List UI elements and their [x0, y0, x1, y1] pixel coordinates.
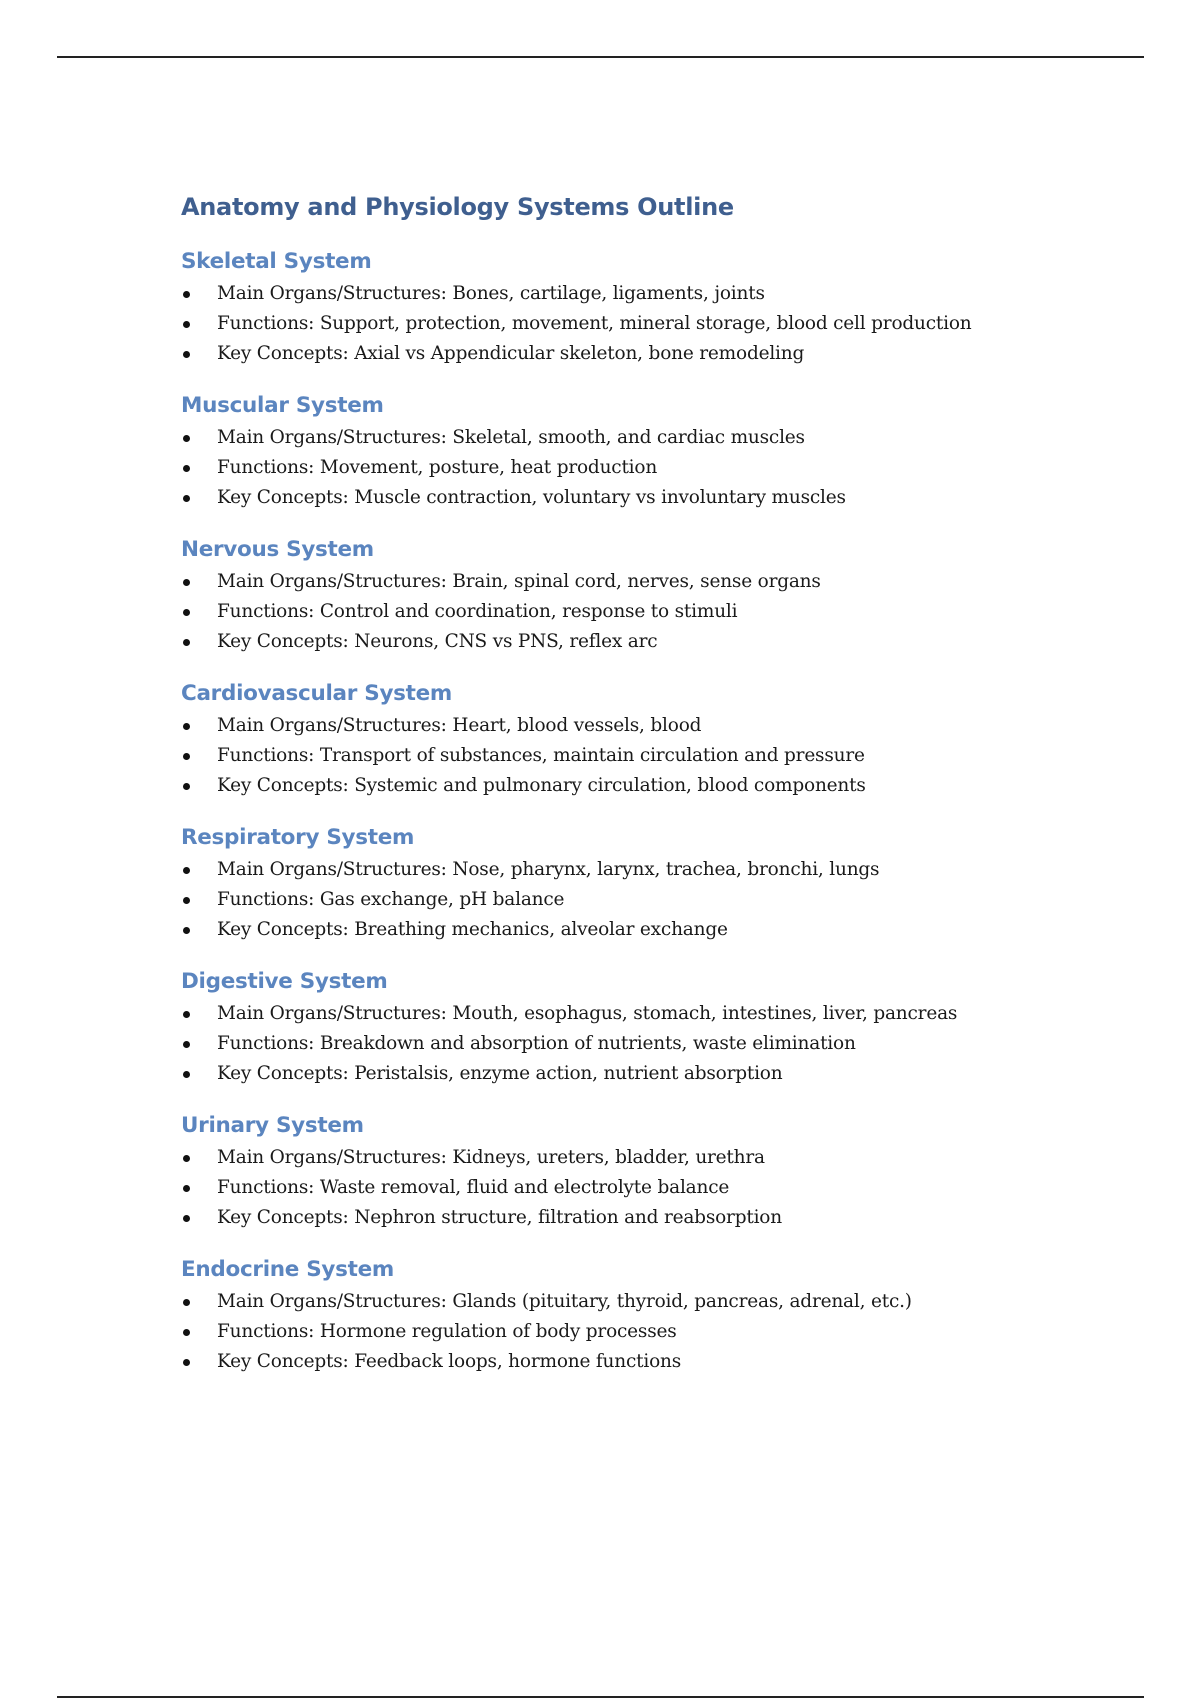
list-item-text: Key Concepts: Peristalsis, enzyme action, nutrient absorption	[217, 1063, 783, 1084]
bullet-icon	[183, 897, 190, 904]
list-item	[181, 999, 1081, 1029]
bullet-icon	[183, 1359, 190, 1366]
bullet-icon	[183, 1215, 190, 1222]
section-heading: Nervous System	[181, 537, 374, 562]
bullet-icon	[183, 465, 190, 472]
list-item	[181, 1287, 1081, 1317]
list-item	[181, 279, 1081, 309]
bullet-icon	[183, 609, 190, 616]
section-endocrine	[181, 1255, 1081, 1377]
bullet-icon	[183, 1299, 190, 1306]
list-item-text: Functions: Movement, posture, heat production	[217, 457, 658, 478]
section-cardiovascular	[181, 679, 1081, 801]
list-item-text: Main Organs/Structures: Bones, cartilage, ligaments, joints	[217, 283, 765, 304]
list-item-text: Key Concepts: Breathing mechanics, alveolar exchange	[217, 919, 728, 940]
list-item-text: Functions: Support, protection, movement, mineral storage, blood cell production	[217, 313, 972, 334]
document-title: Anatomy and Physiology Systems Outline	[181, 193, 734, 221]
bullet-icon	[183, 351, 190, 358]
bullet-list	[181, 279, 1081, 369]
list-item	[181, 741, 1081, 771]
list-item	[181, 1317, 1081, 1347]
list-item	[181, 1203, 1081, 1233]
list-item-text: Main Organs/Structures: Brain, spinal cord, nerves, sense organs	[217, 571, 821, 592]
list-item	[181, 1059, 1081, 1089]
bullet-list	[181, 711, 1081, 801]
section-heading: Urinary System	[181, 1113, 364, 1138]
section-skeletal	[181, 247, 1081, 369]
bullet-list	[181, 999, 1081, 1089]
list-item-text: Key Concepts: Nephron structure, filtration and reabsorption	[217, 1207, 782, 1228]
list-item-text: Functions: Waste removal, fluid and electrolyte balance	[217, 1177, 730, 1198]
list-item-text: Main Organs/Structures: Skeletal, smooth, and cardiac muscles	[217, 427, 805, 448]
bullet-icon	[183, 1041, 190, 1048]
section-respiratory	[181, 823, 1081, 945]
bullet-list	[181, 855, 1081, 945]
list-item-text: Key Concepts: Neurons, CNS vs PNS, reflex arc	[217, 631, 658, 652]
bullet-list	[181, 1143, 1081, 1233]
list-item-text: Key Concepts: Feedback loops, hormone functions	[217, 1351, 682, 1372]
list-item-text: Main Organs/Structures: Nose, pharynx, larynx, trachea, bronchi, lungs	[217, 859, 880, 880]
bullet-icon	[183, 435, 190, 442]
list-item	[181, 1029, 1081, 1059]
list-item	[181, 1173, 1081, 1203]
section-digestive	[181, 967, 1081, 1089]
bullet-icon	[183, 1185, 190, 1192]
list-item	[181, 567, 1081, 597]
bullet-icon	[183, 783, 190, 790]
list-item-text: Key Concepts: Axial vs Appendicular skeleton, bone remodeling	[217, 343, 805, 364]
bullet-icon	[183, 1329, 190, 1336]
list-item-text: Functions: Control and coordination, response to stimuli	[217, 601, 738, 622]
list-item-text: Key Concepts: Systemic and pulmonary circulation, blood components	[217, 775, 866, 796]
list-item-text: Functions: Hormone regulation of body processes	[217, 1321, 677, 1342]
bullet-list	[181, 567, 1081, 657]
bullet-icon	[183, 1011, 190, 1018]
section-heading: Muscular System	[181, 393, 384, 418]
bullet-icon	[183, 321, 190, 328]
section-muscular	[181, 391, 1081, 513]
bullet-icon	[183, 639, 190, 646]
list-item	[181, 711, 1081, 741]
list-item-text: Key Concepts: Muscle contraction, voluntary vs involuntary muscles	[217, 487, 846, 508]
list-item	[181, 627, 1081, 657]
list-item-text: Functions: Transport of substances, maintain circulation and pressure	[217, 745, 865, 766]
bullet-icon	[183, 291, 190, 298]
list-item	[181, 1347, 1081, 1377]
list-item	[181, 855, 1081, 885]
list-item	[181, 483, 1081, 513]
list-item	[181, 1143, 1081, 1173]
section-nervous	[181, 535, 1081, 657]
list-item	[181, 339, 1081, 369]
section-heading: Skeletal System	[181, 249, 372, 274]
list-item	[181, 453, 1081, 483]
bullet-list	[181, 423, 1081, 513]
list-item-text: Main Organs/Structures: Mouth, esophagus, stomach, intestines, liver, pancreas	[217, 1003, 958, 1024]
footer-rule	[57, 1696, 1144, 1698]
list-item	[181, 771, 1081, 801]
section-heading: Respiratory System	[181, 825, 415, 850]
bullet-icon	[183, 867, 190, 874]
bullet-icon	[183, 495, 190, 502]
list-item-text: Functions: Gas exchange, pH balance	[217, 889, 565, 910]
list-item	[181, 885, 1081, 915]
bullet-icon	[183, 1071, 190, 1078]
section-urinary	[181, 1111, 1081, 1233]
list-item	[181, 309, 1081, 339]
list-item-text: Main Organs/Structures: Heart, blood vessels, blood	[217, 715, 702, 736]
bullet-icon	[183, 1155, 190, 1162]
section-heading: Endocrine System	[181, 1257, 395, 1282]
section-heading: Cardiovascular System	[181, 681, 453, 706]
list-item	[181, 915, 1081, 945]
header-rule	[57, 56, 1144, 58]
document-body	[181, 191, 1081, 1399]
bullet-icon	[183, 579, 190, 586]
list-item	[181, 597, 1081, 627]
list-item-text: Functions: Breakdown and absorption of nutrients, waste elimination	[217, 1033, 856, 1054]
list-item	[181, 423, 1081, 453]
bullet-icon	[183, 753, 190, 760]
bullet-list	[181, 1287, 1081, 1377]
bullet-icon	[183, 723, 190, 730]
list-item-text: Main Organs/Structures: Glands (pituitary, thyroid, pancreas, adrenal, etc.)	[217, 1291, 912, 1312]
section-heading: Digestive System	[181, 969, 388, 994]
list-item-text: Main Organs/Structures: Kidneys, ureters, bladder, urethra	[217, 1147, 765, 1168]
bullet-icon	[183, 927, 190, 934]
